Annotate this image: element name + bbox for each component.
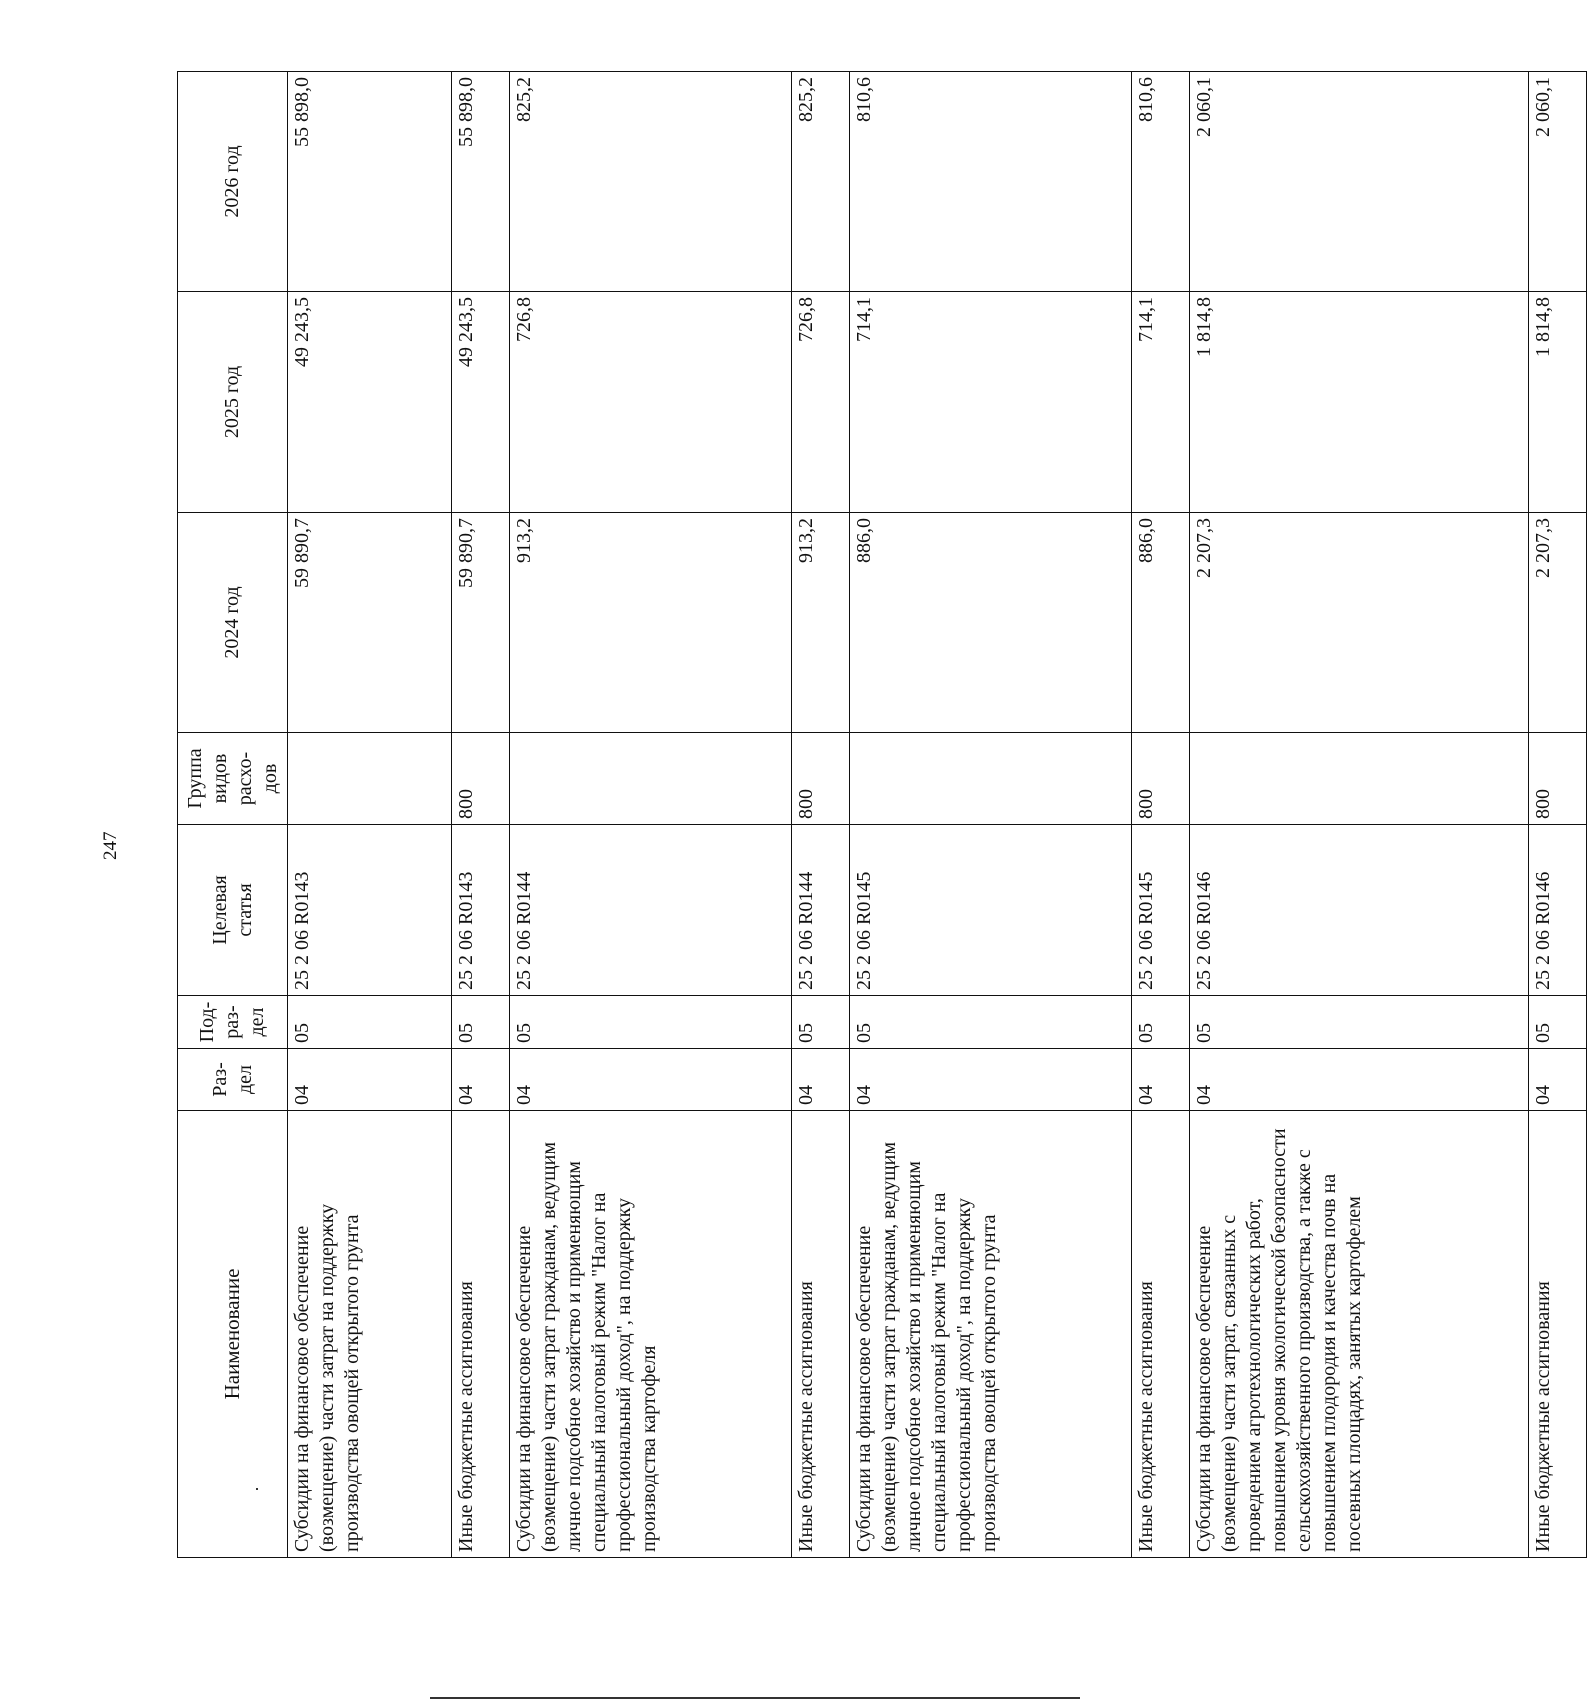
cell-year-2025: 49 243,5: [451, 292, 509, 513]
cell-year-2024: 59 890,7: [451, 513, 509, 733]
cell-gruppa-vidov: [288, 733, 452, 825]
cell-year-2024: 886,0: [1132, 513, 1190, 733]
header-name: Наименование: [178, 1111, 288, 1558]
cell-razdel: 04: [1132, 1049, 1190, 1111]
cell-tselevaya-statya: 25 2 06 R0146: [1190, 825, 1528, 996]
cell-year-2024: 886,0: [850, 513, 1132, 733]
cell-tselevaya-statya: 25 2 06 R0146: [1528, 825, 1586, 996]
cell-razdel: 04: [288, 1049, 452, 1111]
cell-name: Субсидии на финансовое обеспечение (возмещение) части затрат гражданам, ведущим личное подсобное хозяйство и применяющим специальный налоговый режим "Налог на профессиональный доход", на поддержку производства картофеля: [509, 1111, 791, 1558]
cell-name: Иные бюджетные ассигнования: [1132, 1111, 1190, 1558]
cell-year-2025: 714,1: [850, 292, 1132, 513]
cell-razdel: 04: [1528, 1049, 1586, 1111]
cell-podrazdel: 05: [509, 996, 791, 1049]
header-tselevaya-statya: Целевая статья: [178, 825, 288, 996]
header-year-2026: 2026 год: [178, 72, 288, 292]
cell-gruppa-vidov: 800: [1132, 733, 1190, 825]
cell-year-2026: 810,6: [850, 72, 1132, 292]
cell-name: Иные бюджетные ассигнования: [791, 1111, 849, 1558]
header-razdel: Раз- дел: [178, 1049, 288, 1111]
header-year-2024: 2024 год: [178, 513, 288, 733]
table-row: [451, 72, 509, 1558]
cell-podrazdel: 05: [288, 996, 452, 1049]
cell-podrazdel: 05: [791, 996, 849, 1049]
cell-name: Субсидии на финансовое обеспечение (возмещение) части затрат, связанных с проведением агротехнологических работ, повышением уровня экологической безопасности сельскохозяйственного производства, а также с повышением плодородия и качества почв на посевных площадях, занятых картофелем: [1190, 1111, 1528, 1558]
table-row: [509, 72, 791, 1558]
cell-year-2024: 2 207,3: [1190, 513, 1528, 733]
cell-tselevaya-statya: 25 2 06 R0145: [1132, 825, 1190, 996]
table-row: [1528, 72, 1586, 1558]
cell-year-2026: 810,6: [1132, 72, 1190, 292]
cell-tselevaya-statya: 25 2 06 R0143: [451, 825, 509, 996]
cell-razdel: 04: [1190, 1049, 1528, 1111]
header-year-2025: 2025 год: [178, 292, 288, 513]
cell-razdel: 04: [791, 1049, 849, 1111]
cell-year-2024: 913,2: [791, 513, 849, 733]
cell-year-2026: 2 060,1: [1190, 72, 1528, 292]
cell-tselevaya-statya: 25 2 06 R0144: [509, 825, 791, 996]
cell-year-2025: 726,8: [791, 292, 849, 513]
cell-year-2026: 55 898,0: [288, 72, 452, 292]
cell-gruppa-vidov: 800: [451, 733, 509, 825]
cell-razdel: 04: [509, 1049, 791, 1111]
cell-year-2025: 714,1: [1132, 292, 1190, 513]
cell-name: Иные бюджетные ассигнования: [451, 1111, 509, 1558]
cell-name: Иные бюджетные ассигнования: [1528, 1111, 1586, 1558]
cell-year-2026: 55 898,0: [451, 72, 509, 292]
table-row: [791, 72, 849, 1558]
cell-year-2025: 49 243,5: [288, 292, 452, 513]
cell-gruppa-vidov: [509, 733, 791, 825]
header-gruppa-vidov: Группа видов расхо- дов: [178, 733, 288, 825]
cell-tselevaya-statya: 25 2 06 R0144: [791, 825, 849, 996]
cell-year-2025: 1 814,8: [1528, 292, 1586, 513]
cell-name: Субсидии на финансовое обеспечение (возмещение) части затрат на поддержку производства овощей открытого грунта: [288, 1111, 452, 1558]
cell-podrazdel: 05: [1132, 996, 1190, 1049]
cell-year-2026: 825,2: [509, 72, 791, 292]
scan-edge-line: [430, 1697, 1080, 1699]
table-row: [1132, 72, 1190, 1558]
cell-gruppa-vidov: 800: [1528, 733, 1586, 825]
table-row: [1190, 72, 1528, 1558]
cell-gruppa-vidov: [1190, 733, 1528, 825]
table-row: [850, 72, 1132, 1558]
cell-razdel: 04: [850, 1049, 1132, 1111]
cell-year-2026: 825,2: [791, 72, 849, 292]
header-row: [178, 72, 288, 1558]
table-row: [288, 72, 452, 1558]
page-number: 247: [100, 831, 121, 860]
cell-year-2025: 726,8: [509, 292, 791, 513]
cell-year-2024: 913,2: [509, 513, 791, 733]
cell-razdel: 04: [451, 1049, 509, 1111]
cell-year-2024: 2 207,3: [1528, 513, 1586, 733]
cell-podrazdel: 05: [850, 996, 1132, 1049]
budget-table: [177, 71, 1587, 1558]
cell-tselevaya-statya: 25 2 06 R0143: [288, 825, 452, 996]
cell-name: Субсидии на финансовое обеспечение (возмещение) части затрат гражданам, ведущим личное подсобное хозяйство и применяющим специальный налоговый режим "Налог на профессиональный доход", на поддержку производства овощей открытого грунта: [850, 1111, 1132, 1558]
cell-gruppa-vidov: [850, 733, 1132, 825]
cell-gruppa-vidov: 800: [791, 733, 849, 825]
header-podrazdel: Под- раз- дел: [178, 996, 288, 1049]
cell-podrazdel: 05: [1528, 996, 1586, 1049]
cell-podrazdel: 05: [1190, 996, 1528, 1049]
cell-tselevaya-statya: 25 2 06 R0145: [850, 825, 1132, 996]
cell-podrazdel: 05: [451, 996, 509, 1049]
rotated-table-frame: [177, 72, 1587, 1558]
cell-year-2025: 1 814,8: [1190, 292, 1528, 513]
cell-year-2024: 59 890,7: [288, 513, 452, 733]
cell-year-2026: 2 060,1: [1528, 72, 1586, 292]
